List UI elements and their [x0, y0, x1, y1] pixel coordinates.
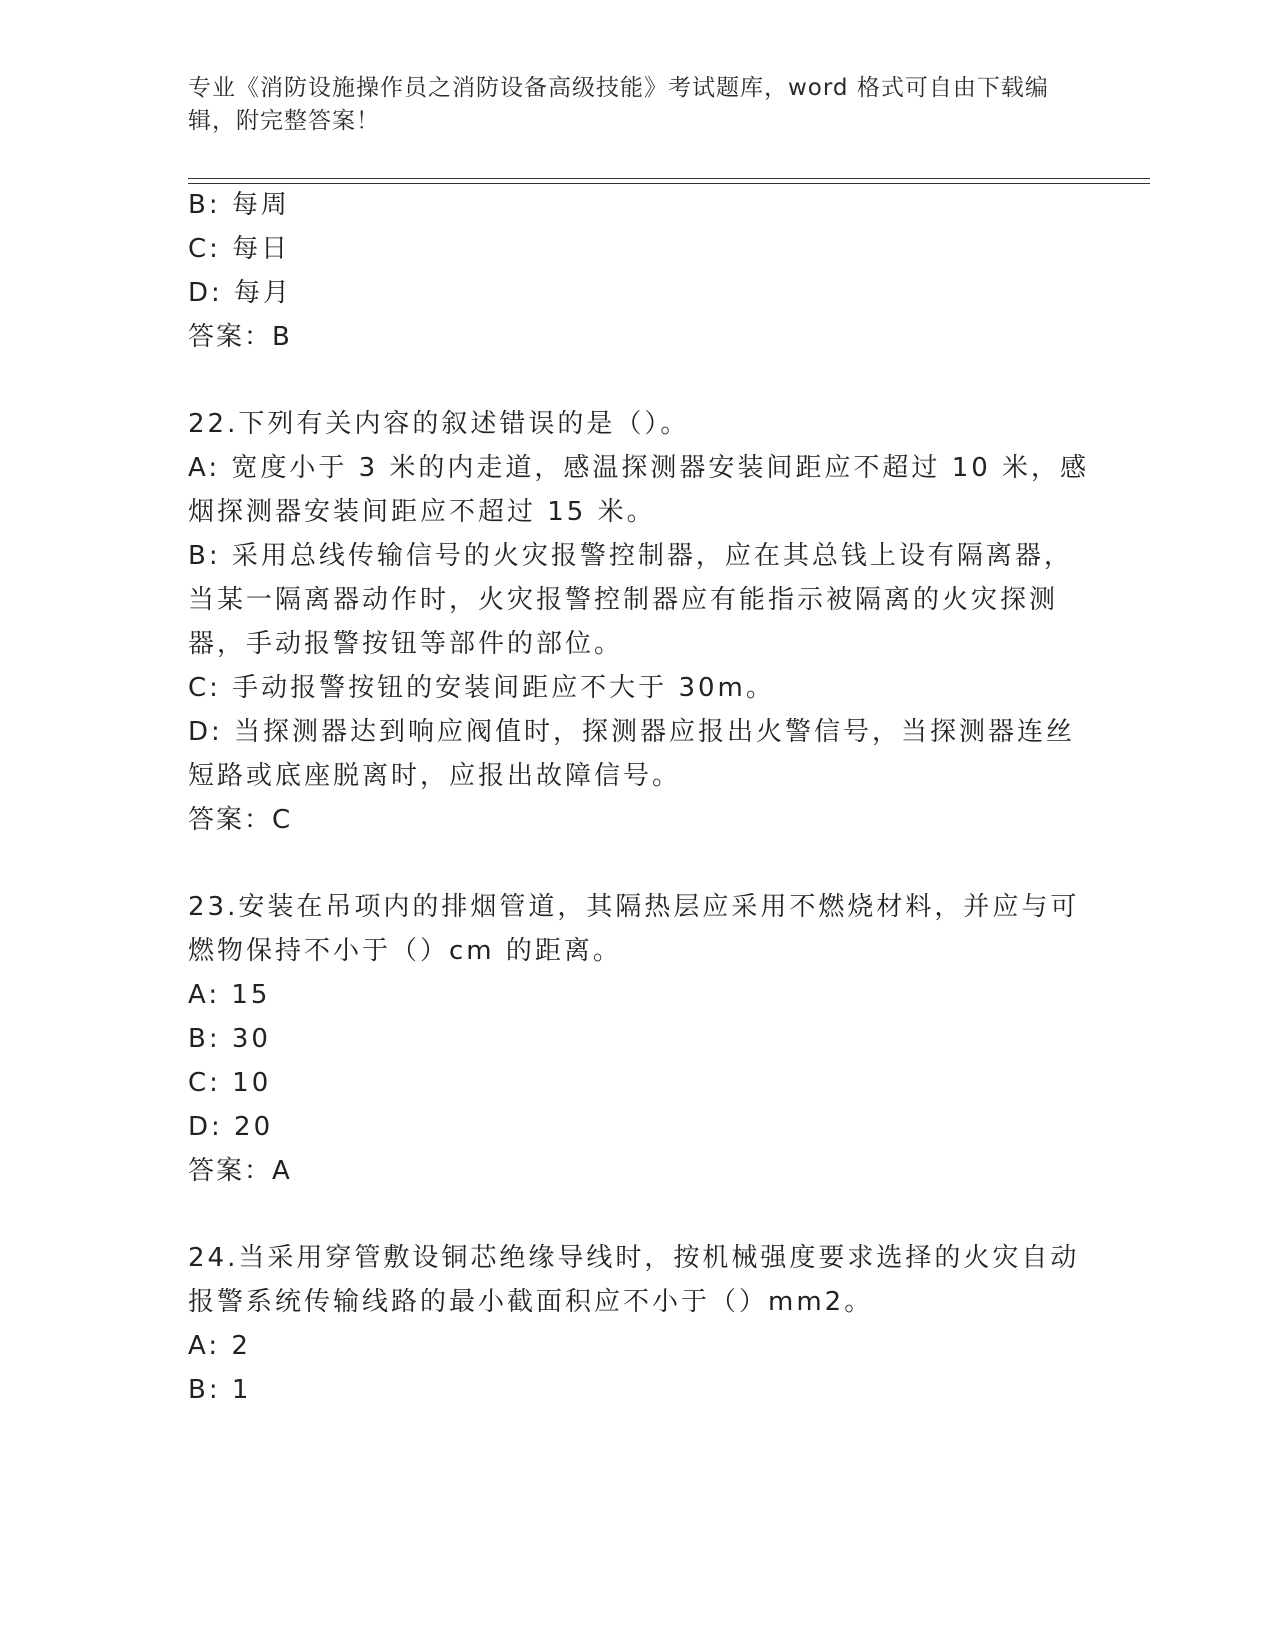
header-divider-top — [188, 178, 1150, 179]
option-b: B: 每周 — [188, 190, 290, 220]
question-23-stem-line-2: 燃物保持不小于（）cm 的距离。 — [188, 936, 622, 966]
question-24-stem-line-2: 报警系统传输线路的最小截面积应不小于（）mm2。 — [188, 1287, 874, 1317]
header-divider-bottom — [188, 183, 1150, 184]
question-23-option-a: A: 15 — [188, 980, 271, 1010]
question-22-option-b-line-2: 当某一隔离器动作时，火灾报警控制器应有能指示被隔离的火灾探测 — [188, 585, 1059, 615]
question-22-option-d-line-1: D: 当探测器达到响应阀值时，探测器应报出火警信号，当探测器连丝 — [188, 717, 1076, 747]
option-c: C: 每日 — [188, 234, 291, 264]
question-24-option-b: B: 1 — [188, 1375, 252, 1405]
question-23-option-c: C: 10 — [188, 1068, 272, 1098]
header-line-1: 专业《消防设施操作员之消防设备高级技能》考试题库，word 格式可自由下载编 — [188, 75, 1049, 101]
question-22-option-a-line-2: 烟探测器安装间距应不超过 15 米。 — [188, 497, 656, 527]
question-24-stem-line-1: 24.当采用穿管敷设铜芯绝缘导线时，按机械强度要求选择的火灾自动 — [188, 1243, 1080, 1273]
question-22-option-a-line-1: A: 宽度小于 3 米的内走道，感温探测器安装间距应不超过 10 米，感 — [188, 453, 1090, 483]
question-23-option-d: D: 20 — [188, 1112, 274, 1142]
question-22-option-b-line-1: B: 采用总线传输信号的火灾报警控制器，应在其总钱上设有隔离器， — [188, 541, 1073, 571]
question-22-answer: 答案：C — [188, 805, 293, 835]
question-23-option-b: B: 30 — [188, 1024, 271, 1054]
answer-line: 答案：B — [188, 322, 292, 352]
question-22-option-d-line-2: 短路或底座脱离时，应报出故障信号。 — [188, 761, 682, 791]
question-24-option-a: A: 2 — [188, 1331, 251, 1361]
question-23-stem-line-1: 23.安装在吊项内的排烟管道，其隔热层应采用不燃烧材料，并应与可 — [188, 892, 1080, 922]
question-22-option-c: C: 手动报警按钮的安装间距应不大于 30m。 — [188, 673, 775, 703]
header-line-2: 辑，附完整答案！ — [188, 108, 380, 134]
option-d: D: 每月 — [188, 278, 293, 308]
document-header — [188, 72, 1088, 138]
question-22-option-b-line-3: 器，手动报警按钮等部件的部位。 — [188, 629, 624, 659]
question-23-answer: 答案：A — [188, 1156, 292, 1186]
question-22-stem: 22.下列有关内容的叙述错误的是（）。 — [188, 409, 690, 439]
